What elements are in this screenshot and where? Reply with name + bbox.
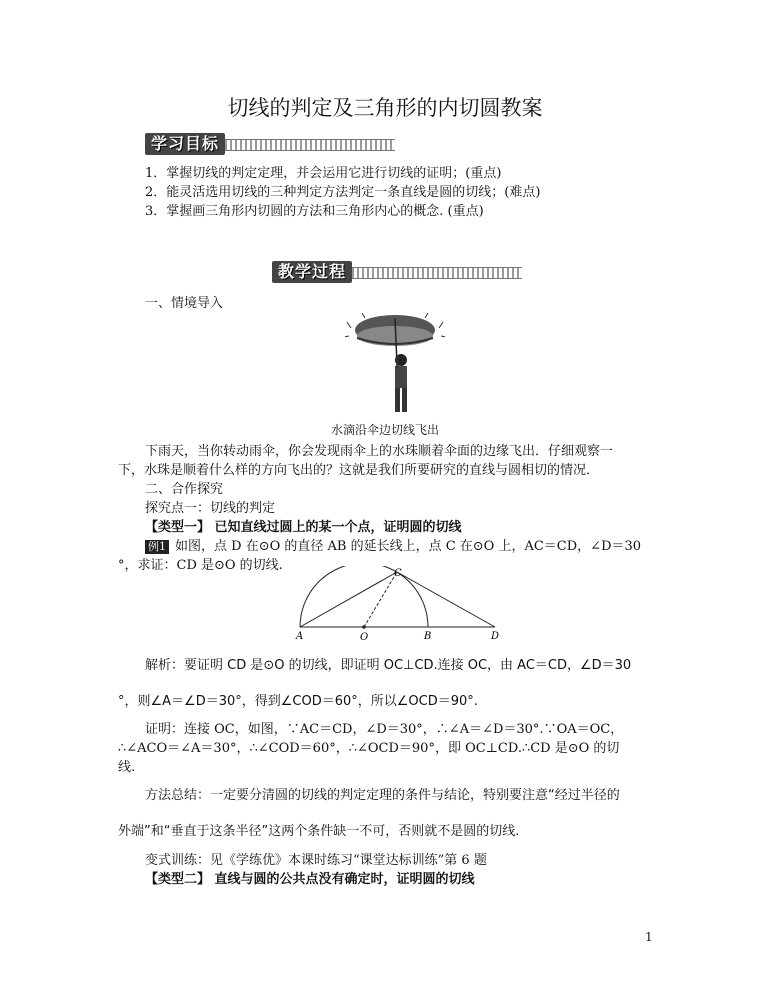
method-summary: 外端”和“垂直于这条半径”这两个条件缺一不可，否则就不是圆的切线. [118, 824, 520, 839]
point-d-label: D [491, 631, 500, 642]
analysis-text: °，则∠A＝∠D＝30°，得到∠COD＝60°，所以∠OCD＝90°. [118, 694, 478, 709]
process-heading: 教学过程 [272, 261, 352, 283]
proof-text: 证明：连接 OC，如图，∵AC＝CD，∠D＝30°，∴∠A＝∠D＝30°.∵OA＝OC， [145, 722, 624, 737]
image-caption: 水滴沿伞边切线飞出 [330, 423, 439, 437]
example-text [145, 535, 641, 554]
umbrella-illustration [345, 310, 445, 418]
explore-heading: 探究点一：切线的判定 [145, 501, 276, 516]
goal-item: 1．掌握切线的判定定理，并会运用它进行切线的证明；(重点) [145, 166, 502, 181]
intro-text: 下，水珠是顺着什么样的方向飞出的？这就是我们所要研究的直线与圆相切的情况． [118, 463, 600, 478]
goals-banner [145, 133, 405, 155]
goal-item: 3．掌握画三角形内切圆的方法和三角形内心的概念. (重点) [145, 204, 484, 219]
type-heading: 【类型一】 已知直线过圆上的某一个点，证明圆的切线 [145, 520, 462, 535]
section-heading: 一、情境导入 [145, 296, 224, 311]
example-tag: 例1 [145, 540, 169, 554]
variant-training: 变式训练：见《学练优》本课时练习“课堂达标训练”第 6 题 [145, 853, 487, 868]
intro-text: 下雨天，当你转动雨伞，你会发现雨伞上的水珠顺着伞面的边缘飞出．仔细观察一 [145, 444, 614, 459]
banner-decoration [225, 139, 395, 151]
page-number: 1 [645, 930, 653, 944]
goals-heading: 学习目标 [145, 133, 225, 155]
proof-text: ∴∠ACO＝∠A＝30°，∴∠COD＝60°，∴∠OCD＝90°，即 OC⊥CD.∴CD 是⊙O 的切 [118, 741, 620, 756]
point-c-label: C [394, 568, 402, 579]
method-summary: 方法总结：一定要分清圆的切线的判定定理的条件与结论，特别要注意“经过半径的 [145, 788, 620, 803]
point-b-label: B [424, 631, 432, 642]
point-o-label: O [360, 632, 369, 642]
proof-text: 线. [118, 760, 136, 775]
process-banner [272, 261, 532, 283]
page-title: 切线的判定及三角形的内切圆教案 [227, 96, 543, 120]
example-text: °，求证：CD 是⊙O 的切线. [118, 558, 283, 573]
analysis-text: 解析：要证明 CD 是⊙O 的切线，即证明 OC⊥CD.连接 OC，由 AC＝CD，∠D＝30 [145, 658, 632, 673]
geometry-figure [290, 566, 510, 642]
banner-decoration [352, 267, 522, 279]
point-a-label: A [296, 631, 304, 642]
goal-item: 2．能灵活选用切线的三种判定方法判定一条直线是圆的切线；(难点) [145, 185, 541, 200]
section-heading: 二、合作探究 [145, 482, 224, 497]
type-heading: 【类型二】 直线与圆的公共点没有确定时，证明圆的切线 [145, 872, 475, 887]
example-line: 如图，点 D 在⊙O 的直径 AB 的延长线上，点 C 在⊙O 上，AC＝CD，∠D＝30 [175, 539, 642, 554]
